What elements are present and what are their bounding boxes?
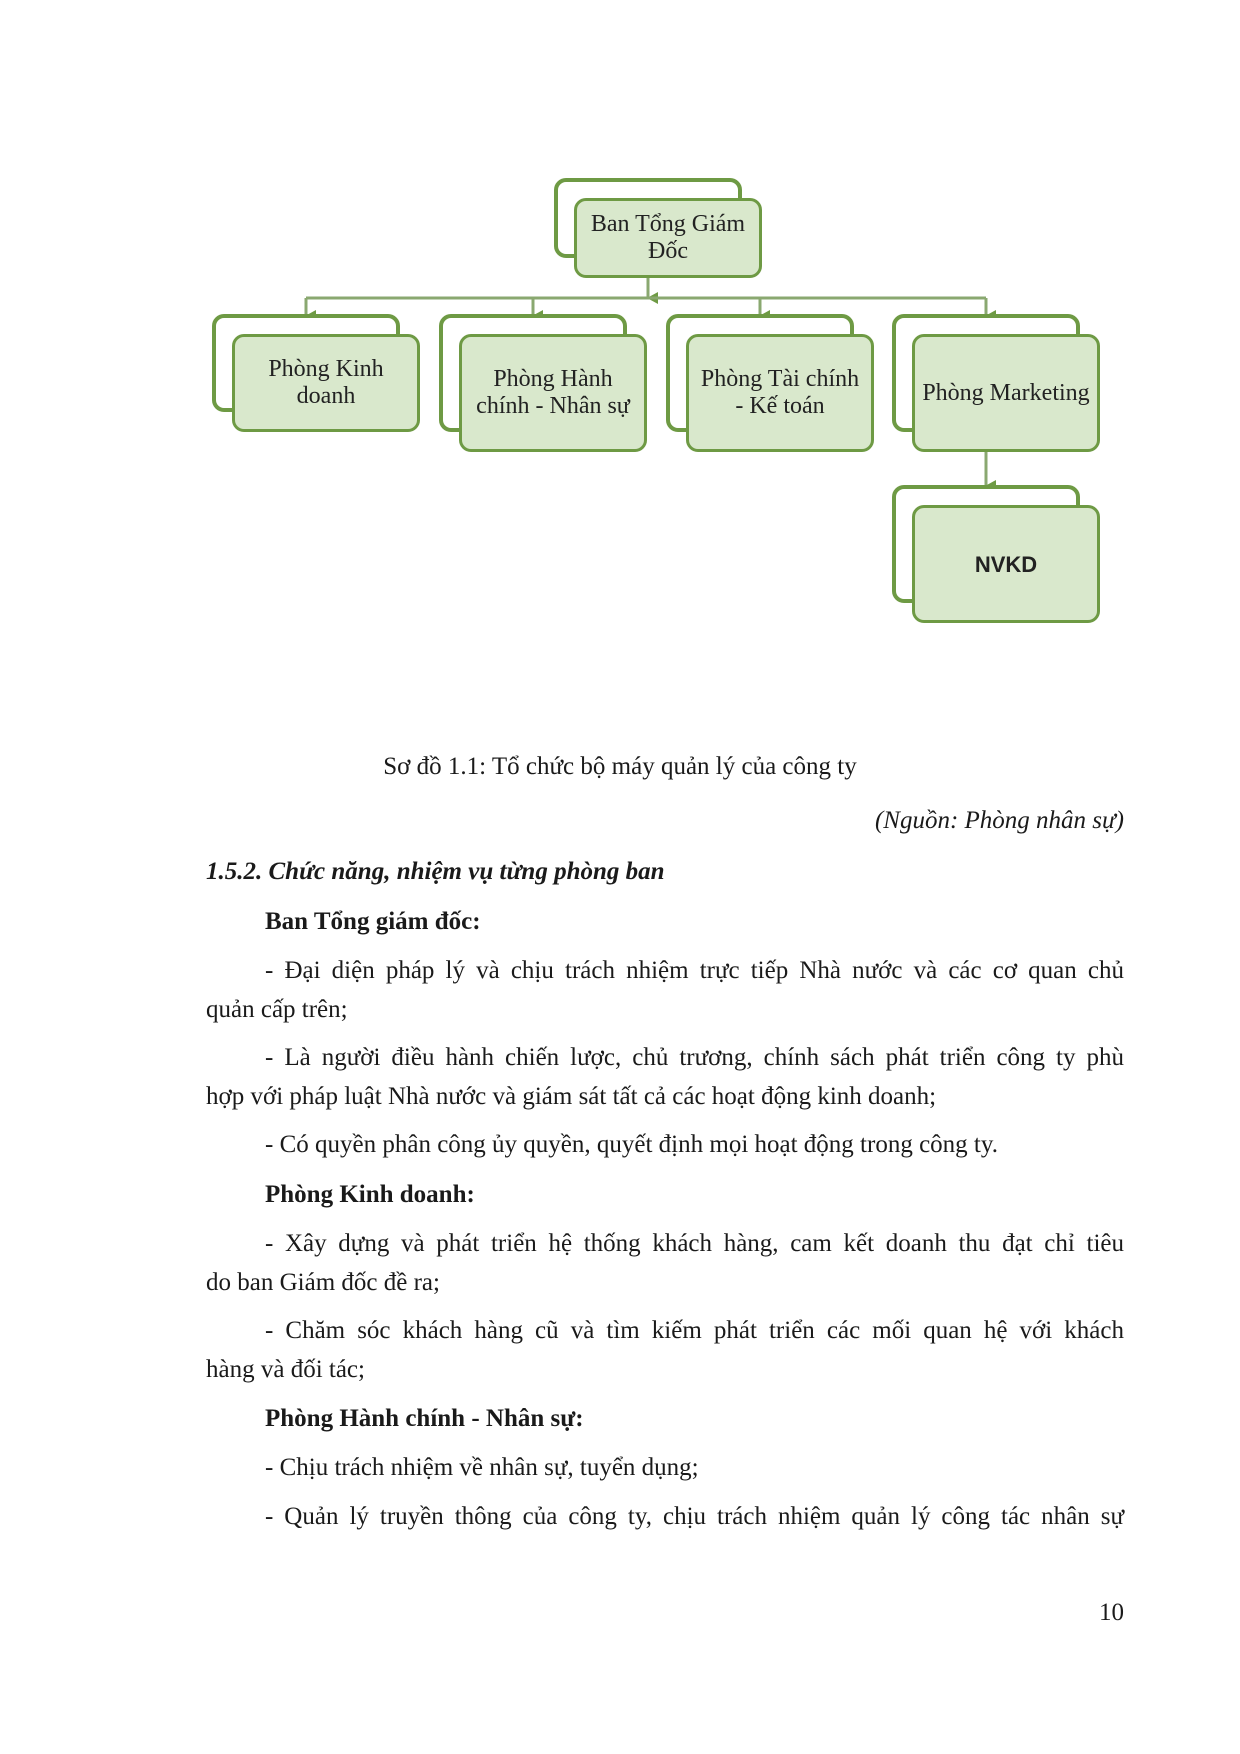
section-heading: 1.5.2. Chức năng, nhiệm vụ từng phòng ban [206,858,665,885]
node-label: Phòng Tài chính - Kế toán [686,334,874,452]
paragraph-line: - Là người điều hành chiến lược, chủ trương, chính sách phát triển công ty phù [265,1044,1124,1071]
subsection-title: Phòng Kinh doanh: [265,1181,475,1208]
node-label: Phòng Marketing [912,334,1100,452]
paragraph-line: - Quản lý truyền thông của công ty, chịu trách nhiệm quản lý công tác nhân sự [265,1503,1124,1530]
page-number: 10 [1099,1599,1124,1626]
paragraph-line: - Có quyền phân công ủy quyền, quyết định mọi hoạt động trong công ty. [265,1131,998,1158]
node-label: Phòng Hành chính - Nhân sự [459,334,647,452]
paragraph-line: quản cấp trên; [206,996,348,1023]
paragraph-line: - Chăm sóc khách hàng cũ và tìm kiếm phát triển các mối quan hệ với khách [265,1317,1124,1344]
paragraph-line: - Đại diện pháp lý và chịu trách nhiệm trực tiếp Nhà nước và các cơ quan chủ [265,957,1124,984]
subsection-title: Phòng Hành chính - Nhân sự: [265,1405,584,1432]
node-label: Ban Tổng Giám Đốc [574,198,762,278]
node-label: Phòng Kinh doanh [232,334,420,432]
node-label: NVKD [912,505,1100,623]
paragraph-line: hàng và đối tác; [206,1356,365,1383]
figure-source: (Nguồn: Phòng nhân sự) [874,807,1124,834]
org-chart [0,0,1240,660]
paragraph-line: - Chịu trách nhiệm về nhân sự, tuyển dụng; [265,1454,699,1481]
figure-caption: Sơ đồ 1.1: Tổ chức bộ máy quản lý của công ty [383,753,857,780]
paragraph-line: do ban Giám đốc đề ra; [206,1269,440,1296]
paragraph-line: - Xây dựng và phát triển hệ thống khách hàng, cam kết doanh thu đạt chỉ tiêu [265,1230,1124,1257]
subsection-title: Ban Tổng giám đốc: [265,908,481,935]
paragraph-line: hợp với pháp luật Nhà nước và giám sát tất cả các hoạt động kinh doanh; [206,1083,937,1110]
